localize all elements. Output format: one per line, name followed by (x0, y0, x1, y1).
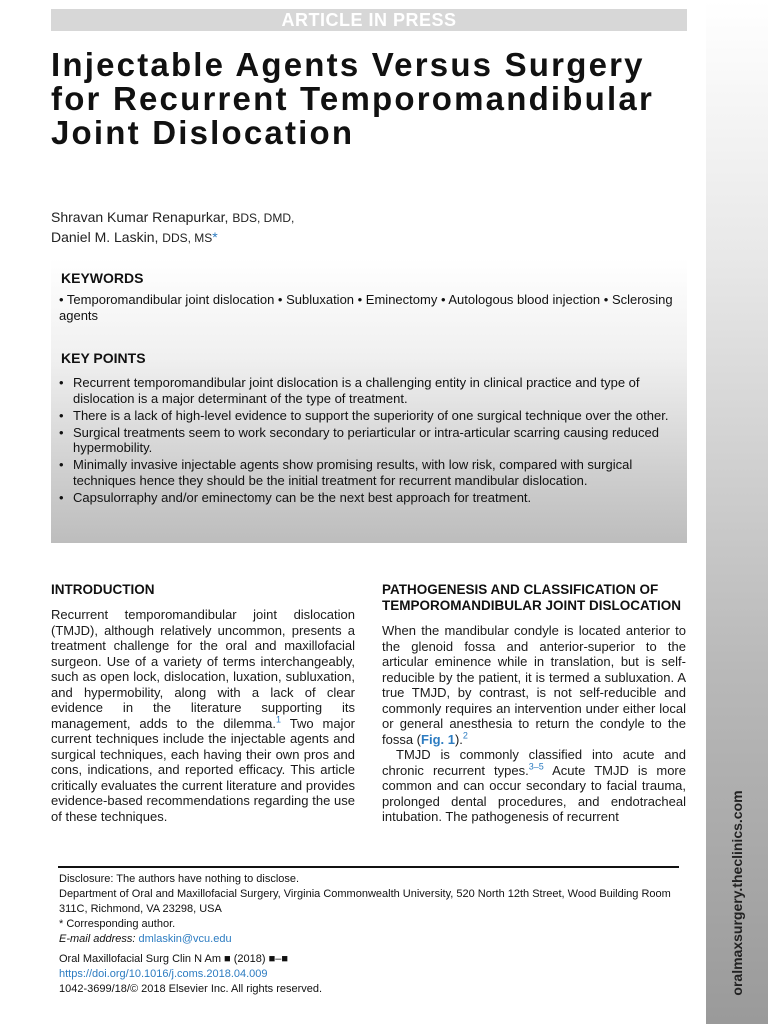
corresponding-author-mark[interactable]: * (212, 229, 218, 245)
author-1 (51, 208, 651, 228)
email-label: E-mail address: (59, 933, 136, 945)
email-link[interactable]: dmlaskin@vcu.edu (138, 933, 232, 945)
author-credentials: BDS, DMD, (232, 211, 295, 225)
citation-ref[interactable]: 2 (462, 730, 468, 741)
pathogenesis-text-2b: Acute TMJD is more common and can occur secondary to facial trauma, prolonged dental procedures, and endotracheal intubation. The pathogenesis of recurrent (382, 762, 686, 824)
author-name: Shravan Kumar Renapurkar, (51, 209, 229, 225)
article-in-press-banner: ARTICLE IN PRESS (51, 9, 687, 31)
email-line (59, 932, 689, 947)
key-point-item: • Surgical treatments seem to work secondary to periarticular or intra-articular scarring causing reduced hypermobility. (59, 425, 679, 456)
keywords-list: • Temporomandibular joint dislocation • Subluxation • Eminectomy • Autologous blood injection • Sclerosing agents (59, 292, 673, 323)
pathogenesis-text-end: ). (454, 731, 463, 747)
figure-link[interactable]: Fig. 1 (421, 731, 455, 747)
author-list (51, 208, 651, 248)
pathogenesis-paragraph-1 (382, 623, 686, 825)
key-point-item: • There is a lack of high-level evidence to support the superiority of one surgical technique over the other. (59, 408, 679, 424)
introduction-heading: INTRODUCTION (51, 582, 155, 597)
key-points-list (59, 375, 679, 507)
key-point-item: • Capsulorraphy and/or eminectomy can be the next best approach for treatment. (59, 490, 679, 506)
footnotes (59, 872, 689, 947)
author-2 (51, 228, 651, 248)
intro-text-a: Recurrent temporomandibular joint dislocation (TMJD), although relatively uncommon, presents a treatment challenge for the oral and maxillofacial surgeon. Use of a variety of terms interchangeably, such as open lock, dislocation, luxation, subluxation, and hypermobility, along with a lack of clear evidence in the literature supporting its management, adds to the dilemma. (51, 607, 355, 731)
pathogenesis-text-2a: TMJD is commonly classified into acute and chronic recurrent types. (382, 747, 686, 778)
pathogenesis-heading: PATHOGENESIS AND CLASSIFICATION OF TEMPOROMANDIBULAR JOINT DISLOCATION (382, 582, 681, 613)
key-point-item: • Recurrent temporomandibular joint dislocation is a challenging entity in clinical practice and type of dislocation is a major determinant of the type of treatment. (59, 375, 679, 406)
key-points-heading: KEY POINTS (61, 350, 146, 366)
footnote-divider (58, 866, 679, 868)
journal-website[interactable]: oralmaxsurgery.theclinics.com (729, 790, 745, 996)
intro-text-b: Two major current techniques include the injectable agents and surgical techniques, each having their own pros and cons, indications, and reported efficacy. This article critically evaluates the current literature and provides evidence-based recommendations regarding the use of these techniques. (51, 715, 356, 824)
citation-ref[interactable]: 1 (276, 714, 282, 725)
journal-citation: Oral Maxillofacial Surg Clin N Am ■ (2018) ■–■ (59, 953, 289, 965)
affiliation: Department of Oral and Maxillofacial Surgery, Virginia Commonwealth University, 520 North 12th Street, Wood Building Room 311C, Richmond, VA 23298, USA (59, 888, 671, 915)
citation-ref[interactable]: 3–5 (528, 761, 544, 772)
keywords-heading: KEYWORDS (61, 270, 144, 286)
doi-link[interactable]: https://doi.org/10.1016/j.coms.2018.04.009 (59, 968, 268, 980)
disclosure: Disclosure: The authors have nothing to disclose. (59, 873, 300, 885)
pathogenesis-text: When the mandibular condyle is located anterior to the glenoid fossa and anterior-superior to the articular eminence while in translation, but is self-reducible by the patient, it is termed a subluxation. A true TMJD, by contrast, is not self-reducible and commonly requires an intervention under either local or general anesthesia to return the condyle to the fossa ( (382, 623, 686, 747)
copyright: 1042-3699/18/© 2018 Elsevier Inc. All rights reserved. (59, 983, 323, 995)
article-title: Injectable Agents Versus Surgery for Recurrent Temporomandibular Joint Dislocation (51, 46, 654, 151)
introduction-paragraph (51, 607, 355, 824)
citation-block (59, 952, 689, 997)
key-point-item: • Minimally invasive injectable agents show promising results, with low risk, compared with surgical techniques hence they should be the initial treatment for recurrent mandibular dislocation. (59, 457, 679, 488)
author-name: Daniel M. Laskin, (51, 229, 159, 245)
corresponding-author-note: * Corresponding author. (59, 918, 176, 930)
author-credentials: DDS, MS (162, 231, 213, 245)
